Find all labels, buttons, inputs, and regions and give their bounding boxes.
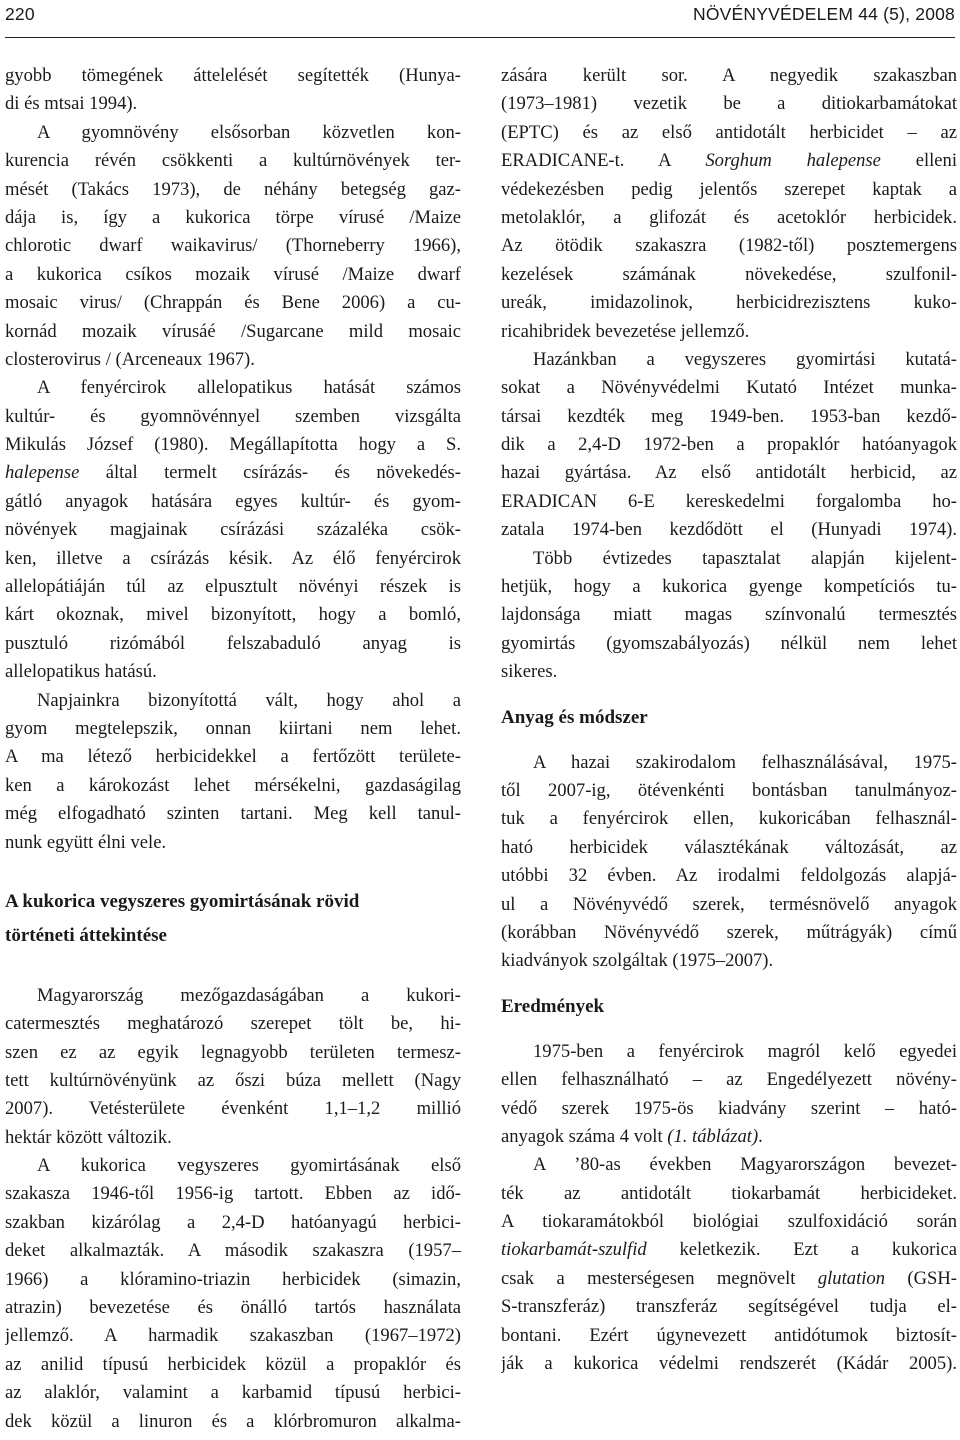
- text-line: az anilid típusú herbicidek közül a propaklór és: [5, 1353, 461, 1375]
- text-line: zására került sor. A negyedik szakaszban: [501, 65, 957, 86]
- text-line: nunk együtt élni vele.: [5, 831, 167, 853]
- text-line: di és mtsai 1994).: [5, 93, 138, 115]
- text-line: Magyarország mezőgazdaságában a kukori-: [37, 984, 461, 1006]
- left-text-column: [5, 62, 461, 1436]
- running-header: [5, 0, 955, 36]
- text-line: anyagok száma 4 volt (1. táblázat).: [501, 1125, 763, 1147]
- text-line: S-transzferáz) transzferáz segítségével tudja el-: [501, 1296, 957, 1318]
- text-line: bontani. Ezért úgynevezett antidótumok biztosít-: [501, 1324, 957, 1346]
- text-line: gyobb tömegének áttelelését segítették (Hunya-: [5, 65, 461, 86]
- section-heading: Anyag és módszer: [501, 706, 648, 728]
- text-line: ken, illetve a csírázás késik. Az élő fenyércirok: [5, 547, 461, 569]
- spacer: [5, 953, 461, 981]
- text-line: Az ötödik szakaszra (1982-től) posztemergens: [501, 235, 957, 257]
- text-line: ERADICAN 6-E kereskedelmi forgalomba ho-: [501, 490, 957, 512]
- text-line: pusztuló rizómából felszabaduló anyag is: [5, 632, 461, 654]
- text-line: A ma létező herbicidekkel a fertőzött területe-: [5, 746, 461, 768]
- text-line: jellemző. A harmadik szakaszban (1967–1972): [5, 1325, 461, 1347]
- spacer: [501, 976, 957, 990]
- text-line: ricahibridek bevezetése jellemző.: [501, 320, 750, 342]
- text-line: catermesztés meghatározó szerepet tölt be, hi-: [5, 1013, 461, 1035]
- text-line: ERADICANE-t. A Sorghum halepense elleni: [501, 150, 957, 172]
- text-line: hazai gyártása. Az első antidotált herbicid, az: [501, 462, 957, 484]
- text-line: gyomirtás (gyomszabályozás) nélkül nem lehet: [501, 632, 957, 654]
- text-line: még elfogadható szinten tartani. Meg kell tanul-: [5, 803, 461, 825]
- text-line: ellen felhasználható – az Engedélyezett növény-: [501, 1069, 957, 1091]
- text-line: hetjük, hogy a kukorica gyenge kompetíciós tu-: [501, 576, 957, 598]
- section-heading: történeti áttekintése: [5, 925, 167, 947]
- text-line: sokat a Növényvédelmi Kutató Intézet munka-: [501, 377, 957, 399]
- text-line: ték az antidotált tiokarbamát herbicideket.: [501, 1182, 957, 1204]
- text-line: az alaklór, valamint a karbamid típusú herbici-: [5, 1382, 461, 1404]
- text-line: A tiokaramátokból biológiai szulfoxidáció során: [501, 1211, 957, 1233]
- text-line: A gyomnövény elsősorban közvetlen kon-: [37, 121, 461, 143]
- text-line: szakban kizárólag a 2,4-D hatóanyagú herbici-: [5, 1211, 461, 1233]
- text-line: kurencia révén csökkenti a kultúrnövények ter-: [5, 150, 461, 172]
- text-line: ják a kukorica védelmi rendszerét (Kádár 2005).: [501, 1353, 957, 1375]
- text-line: lajdonsága miatt magas színvonalú termesztés: [501, 604, 957, 626]
- text-line: szen ez az egyik legnagyobb területen termesz-: [5, 1041, 461, 1063]
- text-line: metolaklór, a glifozát és acetoklór herbicidek.: [501, 206, 957, 228]
- text-line: zatala 1974-ben kezdődött el (Hunyadi 1974).: [501, 519, 957, 541]
- journal-citation: NÖVÉNYVÉDELEM 44 (5), 2008: [693, 4, 955, 24]
- text-line: sikeres.: [501, 661, 558, 683]
- text-line: ureák, imidazolinok, herbicidrezisztens kuko-: [501, 292, 957, 314]
- text-line: A fenyércirok allelopatikus hatását számos: [37, 377, 461, 399]
- text-line: utóbbi 32 évben. Az irodalmi feldolgozás alapjá-: [501, 865, 957, 887]
- text-line: tuk a fenyércirok ellen, kukoricában felhasznál-: [501, 808, 957, 830]
- text-line: Több évtizedes tapasztalat alapján kijelent-: [533, 547, 957, 569]
- text-line: gyom megtelepszik, onnan kiirtani nem lehet.: [5, 717, 461, 739]
- text-line: A kukorica vegyszeres gyomirtásának első: [37, 1155, 461, 1177]
- text-line: Hazánkban a vegyszeres gyomirtási kutatá-: [533, 348, 957, 370]
- text-line: deket alkalmazták. A második szakaszra (1957–: [5, 1240, 461, 1262]
- section-heading: A kukorica vegyszeres gyomirtásának rövid: [5, 891, 360, 913]
- text-line: kultúr- és gyomnövénnyel szemben vizsgálta: [5, 405, 461, 427]
- spacer: [5, 857, 461, 885]
- spacer: [501, 1024, 957, 1038]
- section-heading: Eredmények: [501, 995, 605, 1017]
- text-line: kezelések számának növekedése, szulfonil-: [501, 263, 957, 285]
- text-line: 1966) a klóramino-triazin herbicidek (simazin,: [5, 1268, 461, 1290]
- text-line: mését (Takács 1973), de néhány betegség gaz-: [5, 178, 461, 200]
- text-line: 1975-ben a fenyércirok magról kelő egyedei: [533, 1040, 957, 1062]
- text-line: dik a 2,4-D 1972-ben a propaklór hatóanyagok: [501, 434, 957, 456]
- header-rule: [5, 37, 955, 38]
- text-line: től 2007-ig, ötévenkénti bontásban tanulmányoz-: [501, 779, 957, 801]
- text-line: allelopatikus hatású.: [5, 661, 157, 683]
- text-line: szakasza 1946-től 1956-ig tartott. Ebben az idő-: [5, 1183, 461, 1205]
- text-line: halepense által termelt csírázás- és növekedés-: [5, 462, 461, 484]
- text-line: kárt okoznak, mivel bizonyított, hogy a bomló,: [5, 604, 461, 626]
- text-line: chlorotic dwarf waikavirus/ (Thorneberry 1966),: [5, 235, 461, 257]
- text-line: ható herbicidek választékának változását, az: [501, 836, 957, 858]
- spacer: [501, 735, 957, 749]
- text-line: A hazai szakirodalom felhasználásával, 1975-: [533, 751, 957, 773]
- text-line: Mikulás József (1980). Megállapította hogy a S.: [5, 434, 461, 456]
- text-line: a kukorica csíkos mozaik vírusé /Maize dwarf: [5, 263, 461, 285]
- page-number: 220: [5, 4, 35, 24]
- text-line: tiokarbamát-szulfid keletkezik. Ezt a kukorica: [501, 1239, 957, 1261]
- text-line: (1973–1981) vezetik be a ditiokarbamátokat: [501, 93, 957, 115]
- text-line: ul a Növényvédő szerek, termésnövelő anyagok: [501, 893, 957, 915]
- text-line: kiadványok szolgáltak (1975–2007).: [501, 950, 774, 972]
- text-line: növények magjainak csírázási százaléka csök-: [5, 519, 461, 541]
- text-line: Napjainkra bizonyítottá vált, hogy ahol a: [37, 689, 461, 711]
- text-line: A ’80-as években Magyarországon bevezet-: [533, 1154, 957, 1176]
- text-line: atrazin) bevezetése és önálló tartós használata: [5, 1297, 461, 1319]
- text-line: mosaic virus/ (Chrappán és Bene 2006) a cu-: [5, 292, 461, 314]
- text-line: (korábban Növényvédő szerek, műtrágyák) című: [501, 921, 957, 943]
- text-line: csak a mesterségesen megnövelt glutation (GSH-: [501, 1267, 957, 1289]
- text-line: allelopátiáján túl az elpusztult növényi részek is: [5, 576, 461, 598]
- text-line: társai kezdték meg 1949-ben. 1953-ban kezdő-: [501, 405, 957, 427]
- text-line: (EPTC) és az első antidotált herbicidet – az: [501, 121, 957, 143]
- text-line: tett kultúrnövényünk az őszi búza mellett (Nagy: [5, 1069, 461, 1091]
- text-line: closterovirus / (Arceneaux 1967).: [5, 348, 255, 370]
- text-line: védekezésben pedig jelentős szerepet kaptak a: [501, 178, 957, 200]
- spacer: [501, 687, 957, 701]
- text-line: védő szerek 1975-ös kiadvány szerint – ható-: [501, 1097, 957, 1119]
- text-line: ken a károkozást lehet mérsékelni, gazdaságilag: [5, 774, 461, 796]
- text-line: kornád mozaik vírusáé /Sugarcane mild mosaic: [5, 320, 461, 342]
- text-line: dek közül a linuron és a klórbromuron alkalma-: [5, 1410, 461, 1432]
- right-text-column: [501, 62, 957, 1378]
- text-line: hektár között változik.: [5, 1126, 172, 1148]
- text-line: dája is, így a kukorica törpe vírusé /Maize: [5, 206, 461, 228]
- text-line: gátló anyagok hatására egyes kultúr- és gyom-: [5, 490, 461, 512]
- text-line: 2007). Vetésterülete évenként 1,1–1,2 millió: [5, 1098, 461, 1120]
